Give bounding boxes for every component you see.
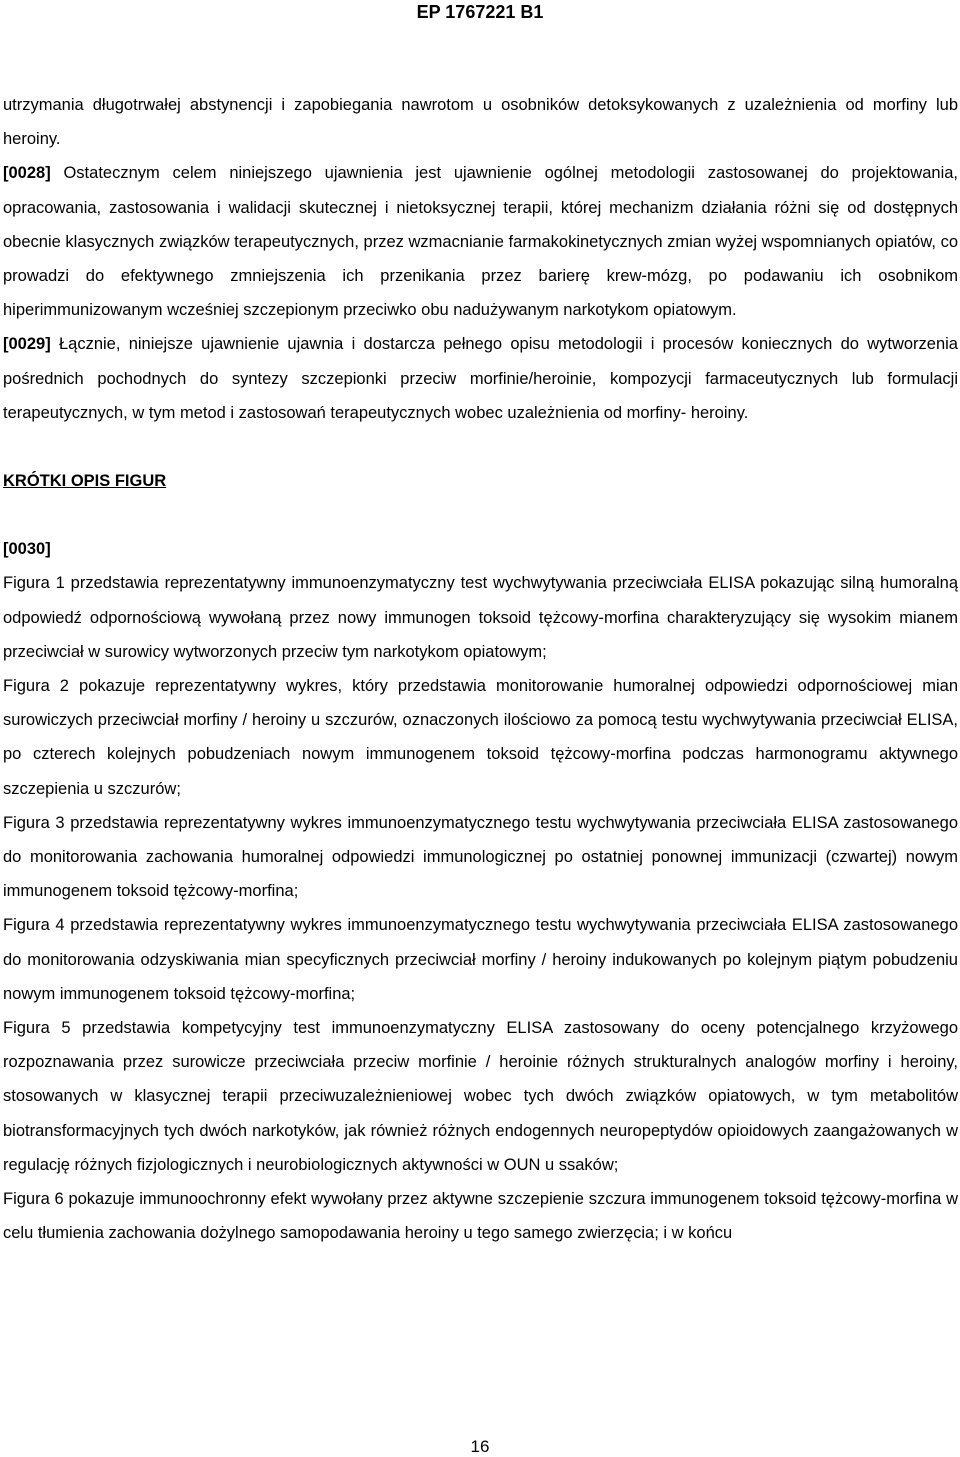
paragraph-ref: [0028]	[3, 164, 51, 183]
paragraph-ref: [0030]	[3, 540, 51, 559]
paragraph-text: Ostatecznym celem niniejszego ujawnienia jest ujawnienie ogólnej metodologii zastosowanej do projektowania, opracowania, zastosowania i walidacji skutecznej i nietoksycznej terapii, której mechanizm działania różni się od dostępnych obecnie klasycznych związków terapeutycznych, przez wzmacnianie farmakokinetycznych zmian wyżej wspomnianych opiatów, co prowadzi do efektywnego zmniejszenia ich przenikania przez barierę krew-mózg, po podawaniu ich osobnikom hiperimmunizowanym wcześniej szczepionym przeciwko obu nadużywanym narkotykom opiatowym.	[3, 164, 958, 320]
paragraph-0030	[3, 532, 958, 566]
paragraph-0028	[3, 156, 958, 327]
figure-4-description: Figura 4 przedstawia reprezentatywny wykres immunoenzymatycznego testu wychwytywania przeciwciała ELISA zastosowanego do monitorowania odzyskiwania mian specyficznych przeciwciał morfiny / heroiny indukowanych po kolejnym piątym pobudzeniu nowym immunogenem toksoid tężcowy-morfina;	[3, 916, 958, 1003]
figure-1-description: Figura 1 przedstawia reprezentatywny immunoenzymatyczny test wychwytywania przeciwciała ELISA pokazując silną humoralną odpowiedź odpornościową wywołaną przez nowy immunogen toksoid tężcowy-morfina charakteryzujący się wysokim mianem przeciwciał w surowicy wytworzonych przeciw tym narkotykom opiatowym;	[3, 574, 958, 661]
patent-number: EP 1767221 B1	[416, 2, 544, 22]
figure-5-description: Figura 5 przedstawia kompetycyjny test immunoenzymatyczny ELISA zastosowany do oceny potencjalnego krzyżowego rozpoznawania przez surowicze przeciwciała przeciw morfinie / heroinie różnych strukturalnych analogów morfiny i heroiny, stosowanych w klasycznej terapii przeciwuzależnieniowej wobec tych dwóch związków opiatowych, w tym metabolitów biotransformacyjnych tych dwóch narkotyków, jak również różnych endogennych neuropeptydów opioidowych zaangażowanych w regulację różnych fizjologicznych i neurobiologicznych aktywności w OUN u ssaków;	[3, 1019, 958, 1174]
paragraph-ref: [0029]	[3, 335, 51, 354]
figure-6-description: Figura 6 pokazuje immunoochronny efekt wywołany przez aktywne szczepienie szczura immunogenem toksoid tężcowy-morfina w celu tłumienia zachowania dożylnego samopodawania heroiny u tego samego zwierzęcia; i w końcu	[3, 1190, 958, 1243]
paragraph-continuation: utrzymania długotrwałej abstynencji i zapobiegania nawrotom u osobników detoksykowanych z uzależnienia od morfiny lub heroiny.	[3, 96, 958, 149]
page-number: 16	[470, 1437, 490, 1456]
document-header	[0, 0, 960, 24]
figure-3-description: Figura 3 przedstawia reprezentatywny wykres immunoenzymatycznego testu wychwytywania przeciwciała ELISA zastosowanego do monitorowania zachowania humoralnej odpowiedzi immunologicznej po ostatniej ponownej immunizacji (czwartej) nowym immunogenem toksoid tężcowy-morfina;	[3, 813, 958, 901]
paragraph-0029	[3, 327, 958, 430]
paragraph-text: Łącznie, niniejsze ujawnienie ujawnia i dostarcza pełnego opisu metodologii i procesów koniecznych do wytworzenia pośrednich pochodnych do syntezy szczepionki przeciw morfinie/heroinie, kompozycji farmaceutycznych lub formulacji terapeutycznych, w tym metod i zastosowań terapeutycznych wobec uzależnienia od morfiny- heroiny.	[3, 335, 958, 422]
figure-2-description: Figura 2 pokazuje reprezentatywny wykres, który przedstawia monitorowanie humoralnej odpowiedzi odpornościowej mian surowiczych przeciwciał morfiny / heroiny u szczurów, oznaczonych ilościowo za pomocą testu wychwytywania przeciwciał ELISA, po czterech kolejnych pobudzeniach nowym immunogenem toksoid tężcowy-morfina podczas harmonogramu aktywnego szczepienia u szczurów;	[3, 677, 958, 798]
document-body	[3, 88, 958, 1251]
section-heading: KRÓTKI OPIS FIGUR	[3, 472, 167, 491]
